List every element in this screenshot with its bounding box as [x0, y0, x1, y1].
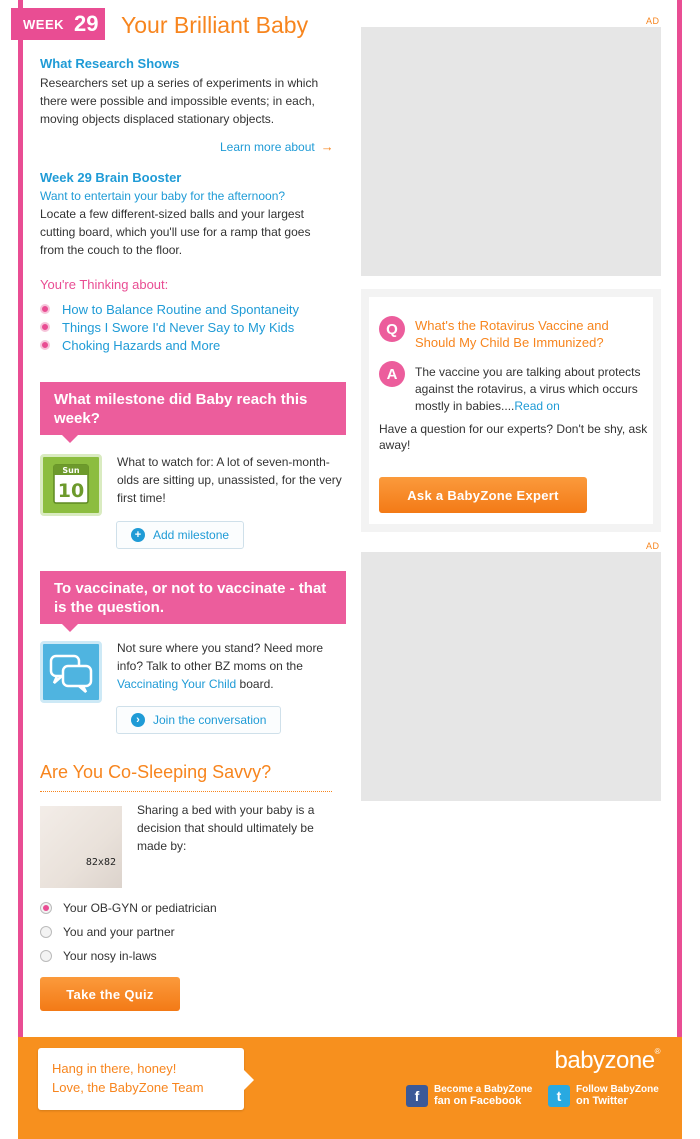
bullet-icon — [40, 322, 50, 332]
research-body: Researchers set up a series of experiments in which there were possible and impossible events; in each, moving objects displaced stationary objects. — [40, 76, 319, 126]
booster-heading: Week 29 Brain Booster — [40, 170, 182, 185]
quiz-option-label: Your nosy in-laws — [63, 949, 157, 963]
footer-note-line1: Hang in there, honey! — [52, 1061, 177, 1076]
footer-note — [38, 1048, 244, 1110]
qa-question[interactable]: What's the Rotavirus Vaccine and Should My Child Be Immunized? — [415, 318, 609, 350]
list-item[interactable] — [40, 336, 346, 354]
week-label: WEEK — [23, 16, 64, 32]
chat-bubbles-icon — [40, 641, 102, 703]
thinking-link[interactable]: How to Balance Routine and Spontaneity — [62, 301, 300, 317]
ask-expert-button[interactable]: Ask a BabyZone Expert — [379, 477, 587, 513]
quiz-option[interactable] — [40, 901, 217, 915]
thinking-link[interactable]: Choking Hazards and More — [62, 337, 221, 353]
qa-ask-text: Have a question for our experts? Don't be shy, ask away! — [379, 422, 648, 452]
thinking-section — [40, 277, 346, 354]
brand-name: babyzone — [554, 1047, 655, 1074]
quiz-option-label: You and your partner — [63, 925, 175, 939]
bullet-icon — [40, 340, 50, 350]
expert-qa-box — [361, 289, 661, 532]
facebook-icon: f — [406, 1085, 428, 1107]
ad-label-top: AD — [646, 16, 660, 26]
registered-mark: ® — [654, 1047, 660, 1056]
add-milestone-label: Add milestone — [153, 528, 230, 542]
booster-subheading: Want to entertain your baby for the afternoon? — [40, 189, 286, 203]
thinking-link[interactable]: Things I Swore I'd Never Say to My Kids — [62, 319, 295, 335]
add-milestone-button[interactable] — [116, 521, 244, 549]
quiz-option[interactable] — [40, 925, 175, 939]
qa-answer-text: The vaccine you are talking about protects against the rotavirus, a virus which occurs mostly in babies.... — [415, 365, 641, 413]
read-on-link[interactable]: Read on — [514, 399, 560, 413]
quiz-title: Are You Co-Sleeping Savvy? — [40, 762, 272, 782]
thinking-title: You're Thinking about: — [40, 277, 169, 292]
learn-more-link[interactable] — [220, 139, 334, 154]
research-section — [40, 56, 346, 128]
milestone-banner: What milestone did Baby reach this week? — [40, 382, 346, 435]
facebook-line1: Become a BabyZone — [434, 1084, 533, 1095]
quiz-option-label: Your OB-GYN or pediatrician — [63, 901, 217, 915]
arrow-right-icon: → — [320, 139, 334, 154]
bullet-icon — [40, 304, 50, 314]
radio-unselected[interactable] — [40, 950, 52, 962]
learn-more-label: Learn more about — [220, 139, 315, 154]
week-badge — [11, 8, 105, 40]
vaccinate-text-before: Not sure where you stand? Need more info? Talk to other BZ moms on the — [117, 641, 324, 673]
list-item[interactable] — [40, 318, 346, 336]
vaccinate-banner: To vaccinate, or not to vaccinate - that is the question. — [40, 571, 346, 624]
research-heading: What Research Shows — [40, 56, 180, 71]
babyzone-logo[interactable] — [555, 1047, 661, 1075]
footer — [18, 1037, 682, 1139]
quiz-question: Sharing a bed with your baby is a decision that should ultimately be made by: — [137, 803, 315, 853]
page-title: Your Brilliant Baby — [121, 12, 309, 38]
thumb-size-label: 82x82 — [85, 857, 116, 868]
ad-slot-top[interactable] — [361, 27, 661, 276]
list-item[interactable] — [40, 300, 346, 318]
qa-inner — [369, 297, 653, 524]
twitter-link[interactable] — [548, 1085, 659, 1107]
booster-body: Locate a few different-sized balls and your largest cutting board, which you'll use for a ramp that goes from the couch to the floor. — [40, 207, 311, 257]
calendar-icon — [40, 454, 102, 516]
calendar-date: 10 — [57, 480, 85, 502]
quiz-option[interactable] — [40, 949, 157, 963]
facebook-line2: fan on Facebook — [434, 1095, 522, 1107]
vaccinating-board-link[interactable]: Vaccinating Your Child — [117, 677, 237, 691]
baby-thumbnail — [40, 806, 122, 888]
join-conversation-button[interactable] — [116, 706, 281, 734]
calendar-day-label: Sun — [62, 466, 80, 475]
facebook-link[interactable] — [406, 1085, 532, 1107]
answer-badge: A — [379, 361, 405, 387]
question-badge: Q — [379, 316, 405, 342]
footer-note-line2: Love, the BabyZone Team — [52, 1080, 204, 1095]
milestone-text: What to watch for: A lot of seven-month-olds are sitting up, unassisted, for the very first time! — [117, 455, 342, 505]
vaccinate-text — [117, 639, 343, 693]
join-conversation-label: Join the conversation — [153, 713, 267, 727]
chevron-right-icon: › — [131, 713, 145, 727]
week-number: 29 — [74, 11, 99, 36]
radio-selected[interactable] — [40, 902, 52, 914]
twitter-icon: t — [548, 1085, 570, 1107]
vaccinate-text-after: board. — [239, 677, 274, 691]
ad-slot-bottom[interactable] — [361, 552, 661, 801]
twitter-line1: Follow BabyZone — [576, 1084, 659, 1095]
divider — [40, 791, 332, 792]
ad-label-bottom: AD — [646, 541, 660, 551]
plus-icon: + — [131, 528, 145, 542]
qa-answer — [415, 364, 655, 415]
take-quiz-button[interactable]: Take the Quiz — [40, 977, 180, 1011]
thinking-list — [40, 300, 346, 354]
radio-unselected[interactable] — [40, 926, 52, 938]
brain-booster-section — [40, 170, 346, 259]
twitter-line2: on Twitter — [576, 1095, 628, 1107]
